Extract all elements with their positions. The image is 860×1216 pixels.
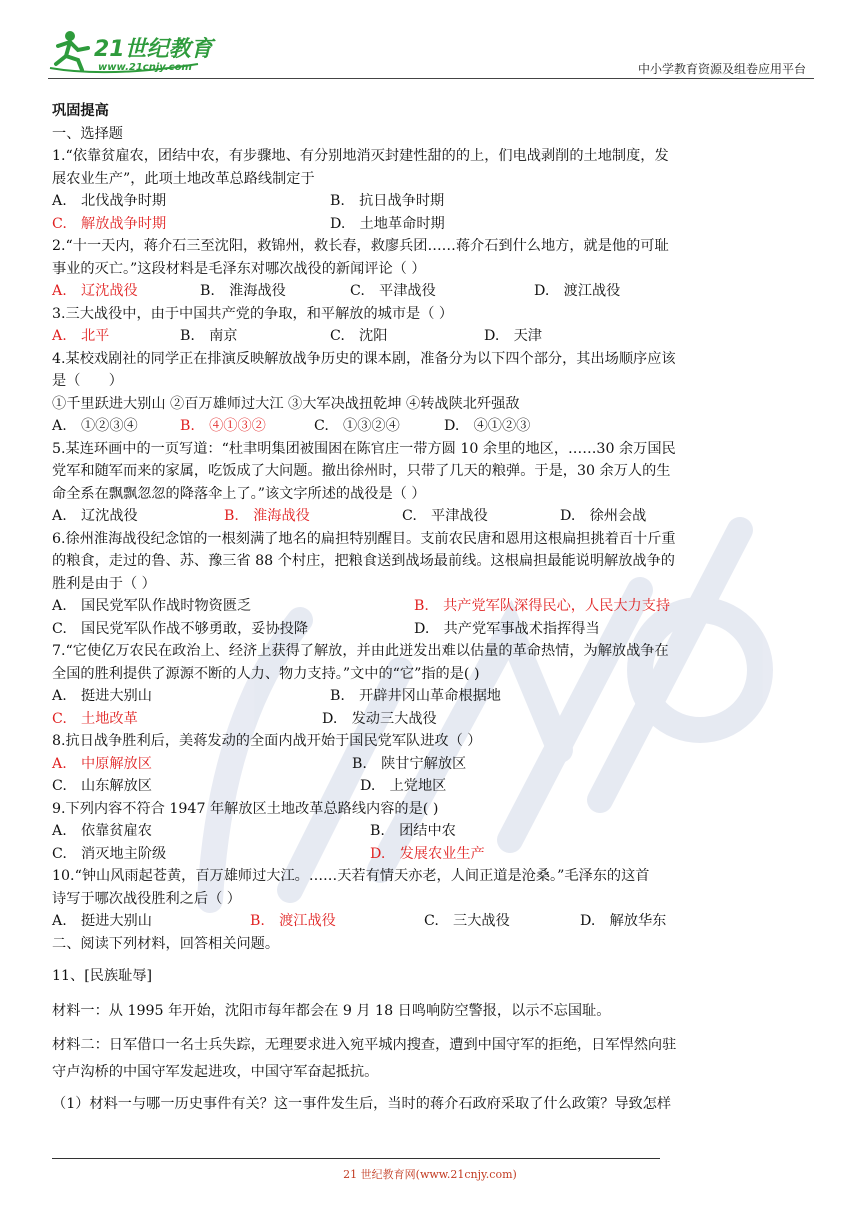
option-b: B. 团结中农 [370,823,456,839]
option-b: B. 渡江战役 [250,913,336,929]
option-a: A. 挺进大别山 [52,913,152,929]
question-stem-line: 展农业生产”，此项土地改革总路线制定于 [52,170,315,187]
option-b: B. 南京 [180,328,238,344]
options-row [52,505,812,528]
option-c: C. 平津战役 [402,508,488,524]
question-stem-line: 9.下列内容不符合 1947 年解放区土地改革总路线内容的是( ) [52,800,439,817]
page-header [48,24,814,82]
option-d: D. 发动三大战役 [322,710,437,727]
option-b: B. 共产党军队深得民心，人民大力支持 [414,598,671,614]
part2-title: 二、阅读下列材料，回答相关问题。 [52,935,280,952]
question-stem-line: 全国的胜利提供了源源不断的人力、物力支持。”文中的“它”指的是( ) [52,665,480,682]
options-row [52,280,812,303]
options-row [52,843,812,866]
material-two-line2: 守卢沟桥的中国守军发起进攻，中国守军奋起抵抗。 [52,1063,379,1080]
options-row [52,325,812,348]
question-5 [52,438,812,528]
material-one: 材料一：从 1995 年开始，沈阳市每年都会在 9 月 18 日鸣响防空警报，以示不忘国耻。 [52,1002,611,1019]
question-10 [52,865,812,933]
part1-title: 一、选择题 [52,125,123,142]
question-2 [52,235,812,303]
option-d: D. 上党地区 [360,778,447,794]
material-two-line1: 材料二：日军借口一名士兵失踪，无理要求进入宛平城内搜查，遭到中国守军的拒绝，日军悍然向驻 [52,1037,677,1053]
question-stem-line: 3.三大战役中，由于中国共产党的争取，和平解放的城市是（ ） [52,305,454,322]
option-c: C. 沈阳 [330,328,388,344]
option-c: C. 山东解放区 [52,778,152,794]
footer-divider [52,1158,660,1159]
question-list [52,145,812,933]
question-8 [52,730,812,798]
question-stem-line: 6.徐州淮海战役纪念馆的一根刻满了地名的扁担特别醒目。支前农民唐和恩用这根扁担挑着百十斤重 [52,530,676,547]
options-row [52,190,812,213]
option-b: B. 陕甘宁解放区 [352,755,467,772]
option-b: B. 开辟井冈山革命根据地 [330,688,501,704]
option-a: A. 北伐战争时期 [52,193,167,209]
question-stem-line: 命全系在飘飘忽忽的降落伞上了。”该文字所述的战役是（ ） [52,485,426,502]
question-stem-line: 1.“依靠贫雇农，团结中农，有步骤地、有分别地消灭封建性甜的的上，们电战剥削的土地制度，发 [52,148,669,164]
question-1 [52,145,812,235]
options-row [52,910,812,933]
question-stem-line: 事业的灭亡。”这段材料是毛泽东对哪次战役的新闻评论（ ） [52,260,426,277]
question-7 [52,640,812,730]
question-stem-line: 胜利是由于（ ） [52,575,156,592]
option-d: D. 发展农业生产 [370,845,485,862]
option-d: D. 共产党军事战术指挥得当 [414,620,600,637]
question-stem-line: ①千里跃进大别山 ②百万雄师过大江 ③大军决战扭乾坤 ④转战陕北歼强敌 [52,395,520,412]
question-stem-line: 的粮食，走过的鲁、苏、豫三省 88 个村庄，把粮食送到战场最前线。这根扁担最能说明解放战争的 [52,553,675,569]
question-stem-line: 5.某连环画中的一页写道：“杜聿明集团被围困在陈官庄一带方圆 10 余里的地区，……30 余万国民 [52,440,676,457]
question-stem-line: 党军和随军而来的家属，吃饭成了大问题。撤出徐州时，只带了几天的粮弹。于是，30 余万人的生 [52,463,671,479]
svg-text:21世纪教育: 21世纪教育 [94,37,213,62]
options-row [52,775,812,798]
option-a: A. 依靠贫雇农 [52,823,152,839]
option-c: C. 土地改革 [52,710,138,727]
header-divider [48,78,814,79]
question-stem-line: 4.某校戏剧社的同学正在排演反映解放战争历史的课本剧，准备分为以下四个部分，其出场顺序应该 [52,350,676,367]
question-stem-line: 2.“十一天内，蒋介石三至沈阳，救锦州，救长春，救廖兵团……蒋介石到什么地方，就是他的可耻 [52,238,669,254]
option-c: C. ①③②④ [314,418,400,434]
option-a: A. 北平 [52,328,110,344]
options-row [52,820,812,843]
question-9 [52,798,812,866]
question-6 [52,528,812,641]
option-b: B. 抗日战争时期 [330,193,445,209]
options-row [52,618,812,641]
option-d: D. ④①②③ [444,418,531,434]
subquestion-1: （1）材料一与哪一历史事件有关？这一事件发生后，当时的蒋介石政府采取了什么政策？导致怎样 [52,1096,672,1112]
options-row [52,685,812,708]
option-d: D. 土地革命时期 [330,215,445,232]
question-stem-line: 10.“钟山风雨起苍黄，百万雄师过大江。……天若有情天亦老，人间正道是沧桑。”毛泽东的这首 [52,868,650,884]
footer-text: 21 世纪教育网(www.21cnjy.com) [343,1168,517,1181]
document-body [52,100,812,1116]
option-c: C. 消灭地主阶级 [52,845,167,862]
option-a: A. 辽沈战役 [52,283,138,299]
option-d: D. 徐州会战 [560,508,647,524]
options-row [52,595,812,618]
option-d: D. 解放华东 [580,913,667,929]
option-a: A. 辽沈战役 [52,508,138,524]
question-stem-line: 是（ ） [52,373,123,389]
option-a: A. 中原解放区 [52,755,152,772]
question-4 [52,348,812,438]
option-a: A. 国民党军队作战时物资匮乏 [52,598,252,614]
option-a: A. 挺进大别山 [52,688,152,704]
question-3 [52,303,812,348]
option-b: B. 淮海战役 [200,283,286,299]
options-row [52,213,812,236]
option-d: D. 渡江战役 [534,283,621,299]
option-b: B. 淮海战役 [224,508,310,524]
site-logo [48,24,218,78]
option-c: C. 国民党军队作战不够勇敢，妥协投降 [52,620,309,637]
question-stem-line: 7.“它使亿万农民在政治上、经济上获得了解放，并由此迸发出难以估量的革命热情，为解放战争在 [52,643,669,659]
site-name: 中小学教育资源及组卷应用平台 [637,62,806,76]
option-c: C. 三大战役 [424,913,510,929]
q11-title: 11、[民族耻辱] [52,968,153,984]
options-row [52,753,812,776]
options-row [52,708,812,731]
question-stem-line: 8.抗日战争胜利后，美蒋发动的全面内战开始于国民党军队进攻（ ） [52,733,482,749]
option-a: A. ①②③④ [52,418,138,434]
option-d: D. 天津 [484,328,542,344]
question-stem-line: 诗写于哪次战役胜利之后（ ） [52,890,241,907]
svg-text:www.21cnjy.com: www.21cnjy.com [98,62,192,73]
option-b: B. ④①③② [180,418,266,434]
option-c: C. 平津战役 [350,283,436,299]
options-row [52,415,812,438]
option-c: C. 解放战争时期 [52,215,167,232]
section-title: 巩固提高 [52,103,109,119]
